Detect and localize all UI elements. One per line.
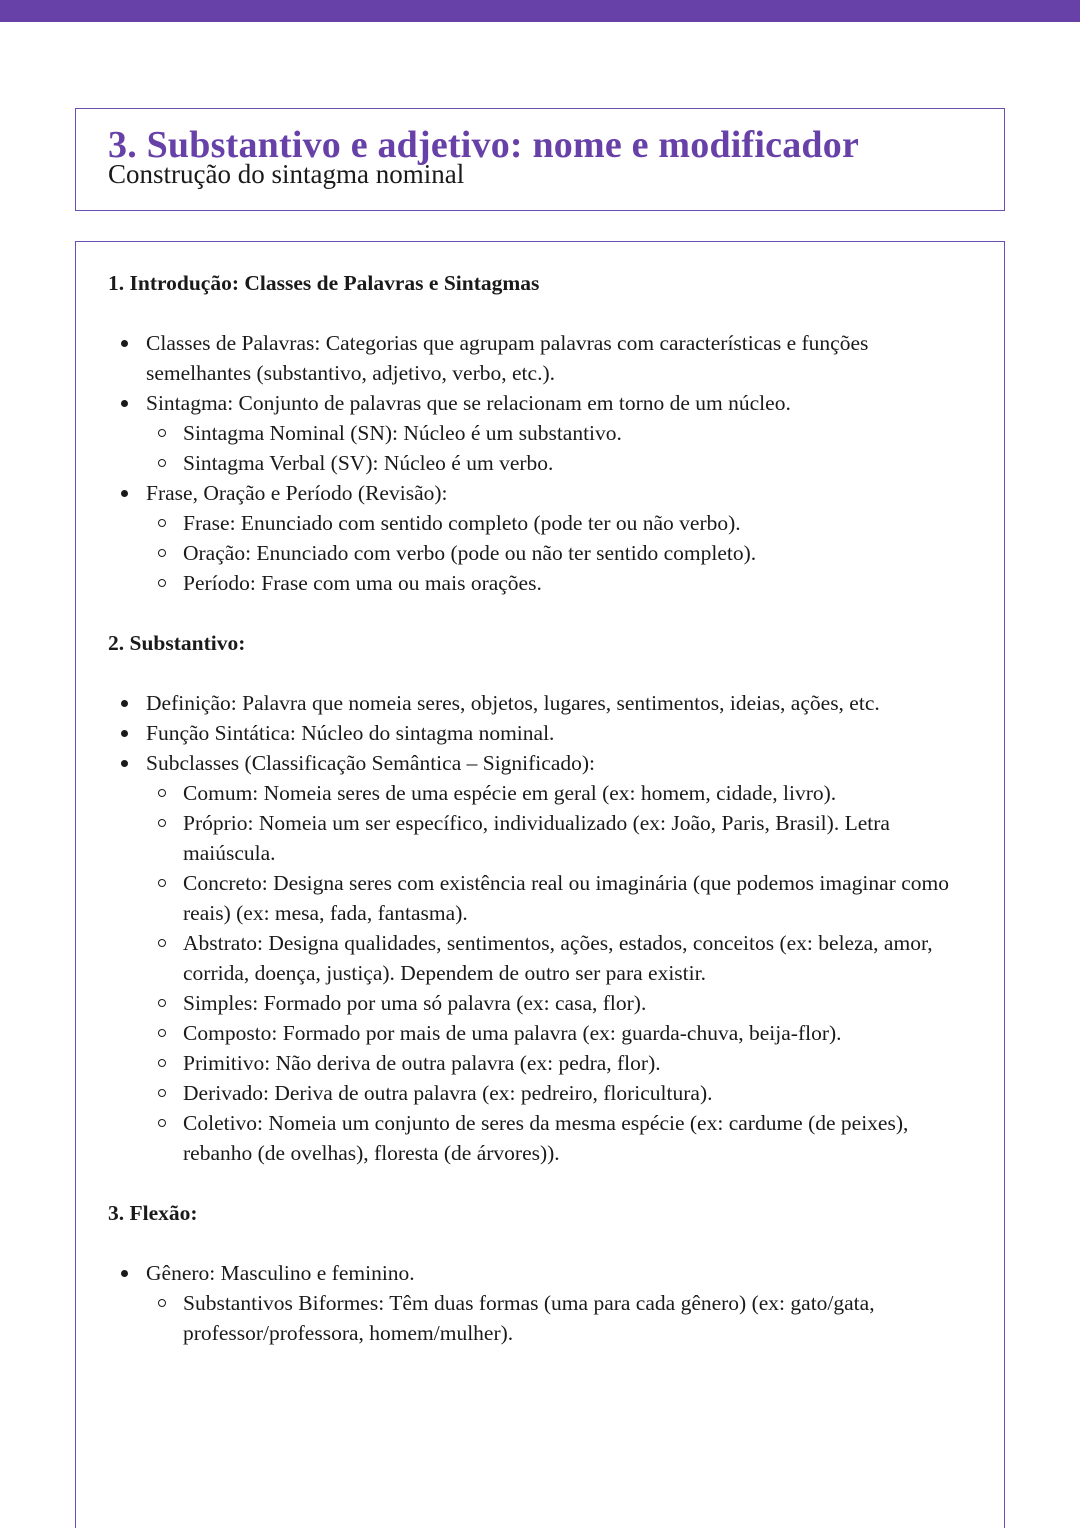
list-item: [108, 328, 978, 388]
sub-list-item: [146, 778, 978, 808]
section-title: 2. Substantivo:: [108, 631, 246, 655]
notes-content: [108, 268, 978, 1378]
bullet-circle-icon: [158, 1029, 166, 1037]
sub-list-item: [146, 1078, 978, 1108]
bullet-list: [108, 688, 978, 1168]
bullet-circle-icon: [158, 549, 166, 557]
sub-list-item-text: Coletivo: Nomeia um conjunto de seres da mesma espécie (ex: cardume (de peixes), rebanho (de ovelhas), floresta (de árvores)).: [183, 1111, 909, 1165]
bullet-list: [108, 1258, 978, 1348]
sub-list-item: [146, 808, 978, 868]
bullet-circle-icon: [158, 879, 166, 887]
bullet-circle-icon: [158, 999, 166, 1007]
sub-list-item: [146, 1288, 978, 1348]
list-item: [108, 478, 978, 598]
bullet-circle-icon: [158, 1299, 166, 1307]
sub-bullet-list: [146, 1288, 978, 1348]
sub-list-item-text: Próprio: Nomeia um ser específico, individualizado (ex: João, Paris, Brasil). Letra maiúscula.: [183, 811, 890, 865]
list-item-text: Função Sintática: Núcleo do sintagma nominal.: [146, 721, 555, 745]
section-title: 1. Introdução: Classes de Palavras e Sintagmas: [108, 271, 540, 295]
sub-list-item-text: Composto: Formado por mais de uma palavra (ex: guarda-chuva, beija-flor).: [183, 1021, 842, 1045]
sub-list-item-text: Período: Frase com uma ou mais orações.: [183, 571, 542, 595]
bullet-circle-icon: [158, 1059, 166, 1067]
sub-list-item: [146, 1108, 978, 1168]
sub-bullet-list: [146, 778, 978, 1168]
sub-list-item: [146, 868, 978, 928]
sub-list-item: [146, 538, 978, 568]
bullet-circle-icon: [158, 579, 166, 587]
sub-list-item-text: Sintagma Verbal (SV): Núcleo é um verbo.: [183, 451, 554, 475]
sub-list-item-text: Derivado: Deriva de outra palavra (ex: pedreiro, floricultura).: [183, 1081, 713, 1105]
sub-list-item: [146, 418, 978, 448]
sub-list-item: [146, 1018, 978, 1048]
list-item-text: Definição: Palavra que nomeia seres, objetos, lugares, sentimentos, ideias, ações, etc.: [146, 691, 880, 715]
bullet-circle-icon: [158, 459, 166, 467]
list-item-text: Frase, Oração e Período (Revisão):: [146, 481, 448, 505]
bullet-circle-icon: [158, 519, 166, 527]
sub-list-item: [146, 568, 978, 598]
sub-list-item: [146, 1048, 978, 1078]
sub-list-item-text: Sintagma Nominal (SN): Núcleo é um substantivo.: [183, 421, 622, 445]
list-item: [108, 748, 978, 1168]
bullet-disc-icon: [121, 1270, 128, 1277]
list-item: [108, 688, 978, 718]
page-subtitle: Construção do sintagma nominal: [108, 159, 465, 189]
bullet-disc-icon: [121, 730, 128, 737]
sub-list-item-text: Oração: Enunciado com verbo (pode ou não ter sentido completo).: [183, 541, 757, 565]
sub-list-item-text: Frase: Enunciado com sentido completo (pode ter ou não verbo).: [183, 511, 741, 535]
list-item-text: Subclasses (Classificação Semântica – Significado):: [146, 751, 595, 775]
sub-list-item: [146, 508, 978, 538]
sub-list-item: [146, 988, 978, 1018]
sub-list-item-text: Primitivo: Não deriva de outra palavra (ex: pedra, flor).: [183, 1051, 661, 1075]
sub-list-item-text: Abstrato: Designa qualidades, sentimentos, ações, estados, conceitos (ex: beleza, amor, corrida, doença, justiça). Dependem de outro ser para existir.: [183, 931, 933, 985]
list-item: [108, 1258, 978, 1348]
list-item-text: Sintagma: Conjunto de palavras que se relacionam em torno de um núcleo.: [146, 391, 791, 415]
bullet-list: [108, 328, 978, 598]
bullet-disc-icon: [121, 490, 128, 497]
bullet-disc-icon: [121, 700, 128, 707]
bullet-circle-icon: [158, 1089, 166, 1097]
list-item: [108, 388, 978, 478]
title-box: [75, 108, 1005, 211]
bullet-circle-icon: [158, 429, 166, 437]
section-title: 3. Flexão:: [108, 1201, 198, 1225]
section-3: [108, 1198, 978, 1348]
bullet-circle-icon: [158, 1119, 166, 1127]
list-item: [108, 718, 978, 748]
sub-bullet-list: [146, 508, 978, 598]
section-2: [108, 628, 978, 1168]
content-box: [75, 241, 1005, 1528]
sub-list-item-text: Substantivos Biformes: Têm duas formas (uma para cada gênero) (ex: gato/gata, professor/professora, homem/mulher).: [183, 1291, 875, 1345]
sub-list-item: [146, 928, 978, 988]
sub-list-item-text: Concreto: Designa seres com existência real ou imaginária (que podemos imaginar como reais) (ex: mesa, fada, fantasma).: [183, 871, 949, 925]
sub-bullet-list: [146, 418, 978, 478]
bullet-disc-icon: [121, 400, 128, 407]
list-item-text: Gênero: Masculino e feminino.: [146, 1261, 415, 1285]
bullet-disc-icon: [121, 340, 128, 347]
bullet-circle-icon: [158, 819, 166, 827]
bullet-disc-icon: [121, 760, 128, 767]
sub-list-item: [146, 448, 978, 478]
sub-list-item-text: Comum: Nomeia seres de uma espécie em geral (ex: homem, cidade, livro).: [183, 781, 837, 805]
list-item-text: Classes de Palavras: Categorias que agrupam palavras com características e funções semelhantes (substantivo, adjetivo, verbo, etc.).: [146, 331, 869, 385]
section-1: [108, 268, 978, 598]
top-accent-bar: [0, 0, 1080, 22]
page-title: 3. Substantivo e adjetivo: nome e modificador: [108, 124, 860, 166]
bullet-circle-icon: [158, 939, 166, 947]
bullet-circle-icon: [158, 789, 166, 797]
sub-list-item-text: Simples: Formado por uma só palavra (ex: casa, flor).: [183, 991, 647, 1015]
